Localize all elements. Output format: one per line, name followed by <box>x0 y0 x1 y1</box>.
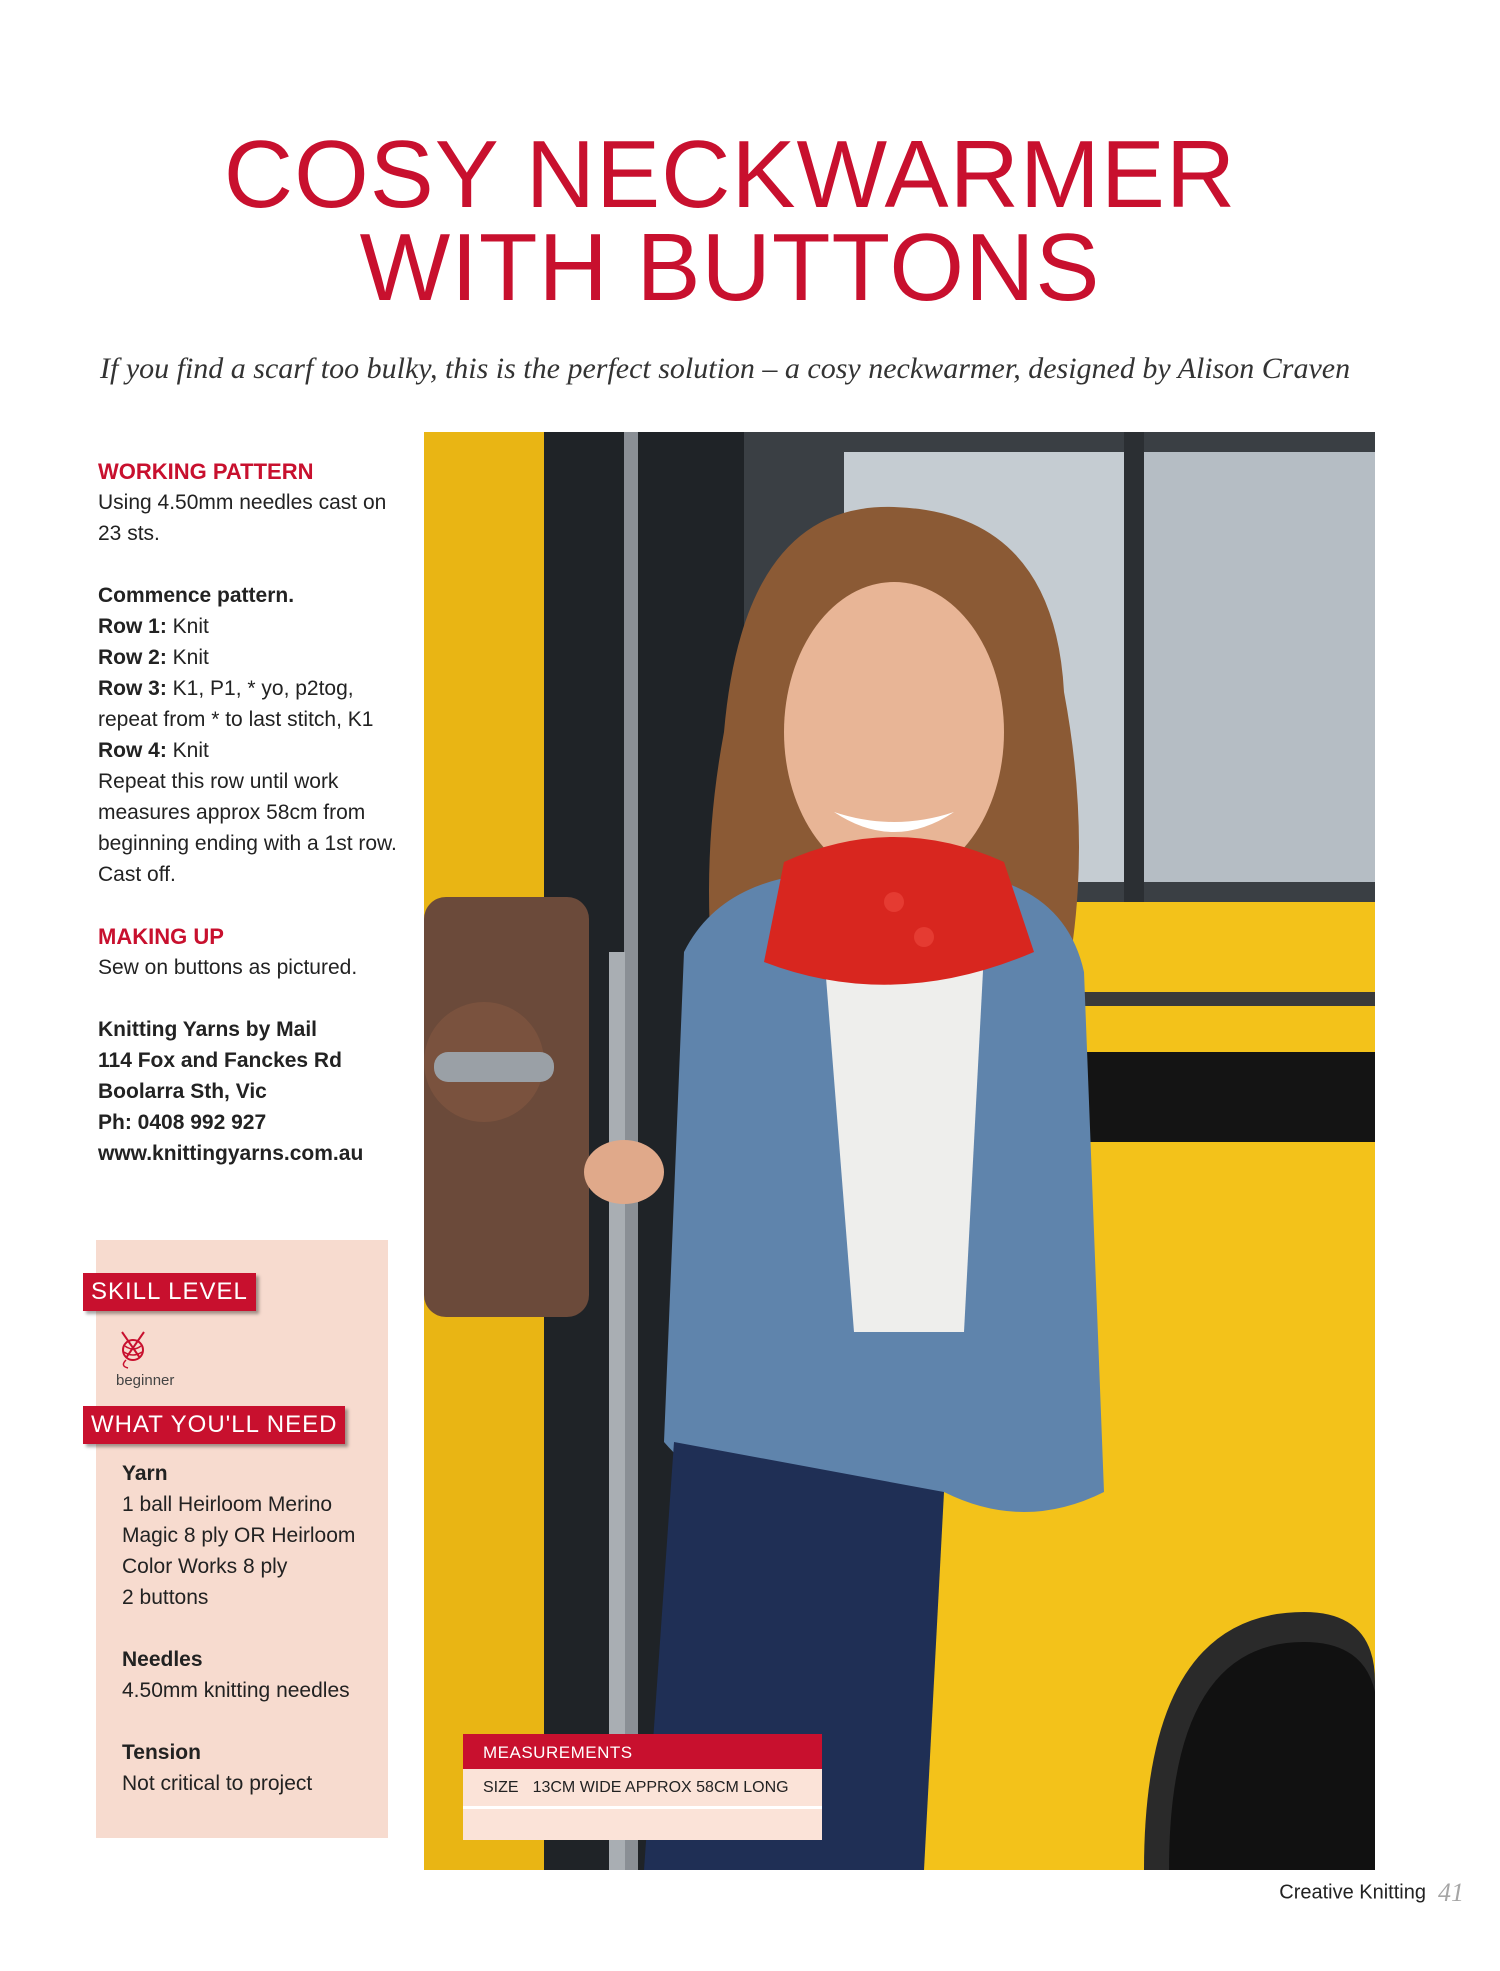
page-footer <box>1279 1878 1464 1908</box>
measurements-size-row <box>463 1769 822 1809</box>
measurements-blank-row <box>463 1809 822 1840</box>
row-1-text: Knit <box>166 615 209 638</box>
materials-list <box>122 1458 382 1799</box>
instructions-column <box>98 456 408 1169</box>
skill-level-heading: SKILL LEVEL <box>83 1273 256 1311</box>
page-title <box>0 121 1460 321</box>
making-up-text: Sew on buttons as pictured. <box>98 956 358 979</box>
supplier-web[interactable]: www.knittingyarns.com.au <box>98 1142 364 1165</box>
supplier-street: 114 Fox and Fanckes Rd <box>98 1049 342 1072</box>
yarn-ball-icon <box>114 1328 154 1370</box>
yarn-heading: Yarn <box>122 1462 168 1485</box>
row-3-label: Row 3: <box>98 677 167 700</box>
row-4-label: Row 4: <box>98 739 167 762</box>
size-value: 13CM WIDE APPROX 58CM LONG <box>532 1779 789 1796</box>
title-line-2: WITH BUTTONS <box>359 214 1101 321</box>
working-pattern-heading: WORKING PATTERN <box>98 459 314 484</box>
repeat-text: Repeat this row until work measures approx 58cm from beginning ending with a 1st row. <box>98 770 397 855</box>
page-number: 41 <box>1438 1878 1464 1907</box>
supplier-town: Boolarra Sth, Vic <box>98 1080 267 1103</box>
cast-on-text: Using 4.50mm needles cast on 23 sts. <box>98 491 387 545</box>
row-2-label: Row 2: <box>98 646 167 669</box>
measurements-box <box>463 1734 822 1840</box>
measurements-heading: MEASUREMENTS <box>463 1734 822 1769</box>
row-4 <box>98 735 408 766</box>
what-you-need-heading: WHAT YOU'LL NEED <box>83 1406 345 1444</box>
making-up-heading: MAKING UP <box>98 924 224 949</box>
row-3-text: K1, P1, * yo, p2tog, repeat from * to last stitch, K1 <box>98 677 374 731</box>
magazine-name: Creative Knitting <box>1279 1881 1426 1904</box>
yarn-text: 1 ball Heirloom Merino Magic 8 ply OR Heirloom Color Works 8 ply <box>122 1493 356 1578</box>
supplier-phone: Ph: 0408 992 927 <box>98 1111 267 1134</box>
commence-text: Commence pattern. <box>98 584 295 607</box>
buttons-text: 2 buttons <box>122 1586 209 1609</box>
row-3 <box>98 673 408 735</box>
cast-off-text: Cast off. <box>98 863 176 886</box>
needles-heading: Needles <box>122 1648 203 1671</box>
row-1-label: Row 1: <box>98 615 167 638</box>
skill-level-value: beginner <box>116 1372 175 1389</box>
tension-text: Not critical to project <box>122 1772 313 1795</box>
needles-text: 4.50mm knitting needles <box>122 1679 350 1702</box>
tension-heading: Tension <box>122 1741 201 1764</box>
row-2 <box>98 642 408 673</box>
standfirst: If you find a scarf too bulky, this is the perfect solution – a cosy neckwarmer, designed by Alison Craven <box>100 352 1351 385</box>
model-photo <box>424 432 1375 1870</box>
title-line-1: COSY NECKWARMER <box>223 121 1237 228</box>
size-label: SIZE <box>483 1779 519 1796</box>
row-2-text: Knit <box>166 646 209 669</box>
supplier-name: Knitting Yarns by Mail <box>98 1018 317 1041</box>
row-4-text: Knit <box>166 739 209 762</box>
row-1 <box>98 611 408 642</box>
